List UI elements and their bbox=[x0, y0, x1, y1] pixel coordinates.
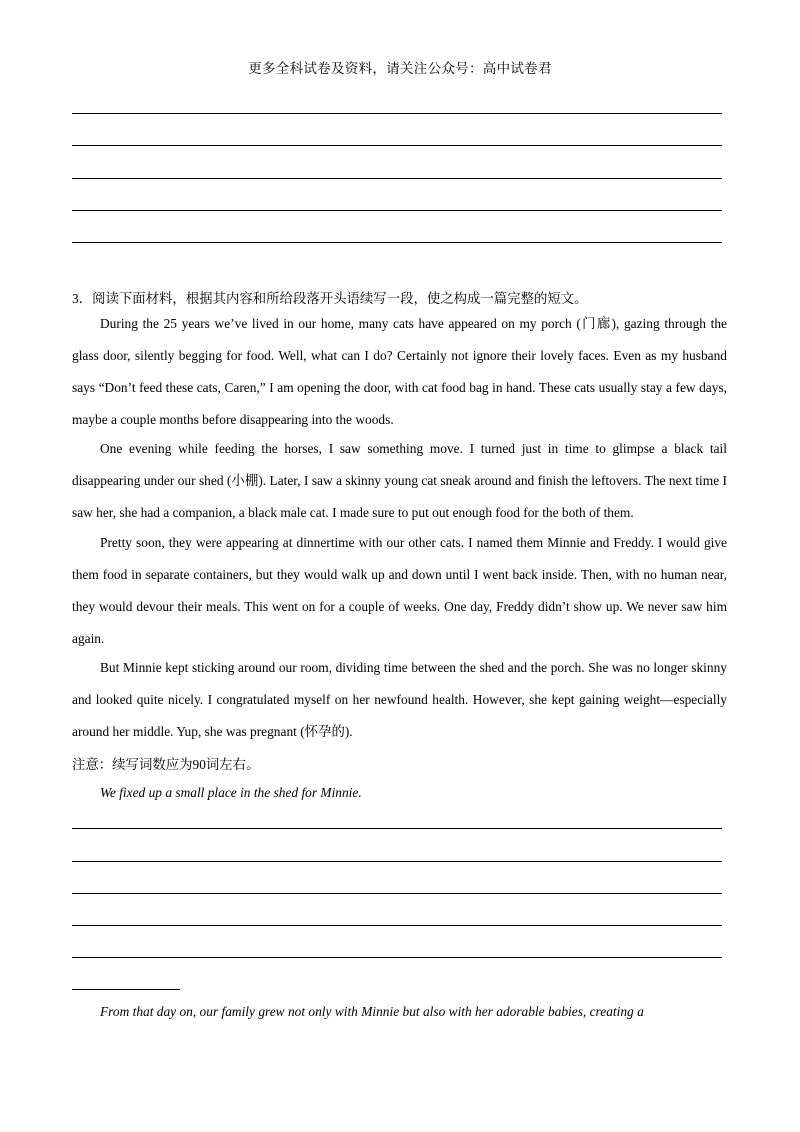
word-count-note: 注意：续写词数应为90词左右。 bbox=[72, 757, 260, 772]
passage-paragraph-2: One evening while feeding the horses, I saw something move. I turned just in time to glimpse a black tail disappearing under our shed (小棚). Later, I saw a skinny young cat sneak around and finish the leftovers. The next time I saw her, she had a companion, a black male cat. I made sure to put out enough food for the both of them. bbox=[72, 441, 727, 520]
paragraph-starter-2: From that day on, our family grew not only with Minnie but also with her adorable babies, creating a bbox=[100, 1004, 644, 1019]
passage-paragraph-4: But Minnie kept sticking around our room, dividing time between the shed and the porch. She was no longer skinny and looked quite nicely. I congratulated myself on her newfound health. However, she kept gaining weight—especially around her middle. Yup, she was pregnant (怀孕的). bbox=[72, 660, 727, 739]
answer-line bbox=[72, 957, 722, 958]
passage-paragraph-1: During the 25 years we’ve lived in our home, many cats have appeared on my porch (门廊), gazing through the glass door, silently begging for food. Well, what can I do? Certainly not ignore their lovely faces. Even as my husband says “Don’t feed these cats, Caren,” I am opening the door, with cat food bag in hand. These cats usually stay a few days, maybe a couple months before disappearing into the woods. bbox=[72, 316, 727, 427]
answer-line bbox=[72, 113, 722, 114]
question-title: 3．阅读下面材料，根据其内容和所给段落开头语续写一段，使之构成一篇完整的短文。 bbox=[72, 291, 588, 306]
answer-line bbox=[72, 242, 722, 243]
answer-line bbox=[72, 861, 722, 862]
answer-line bbox=[72, 925, 722, 926]
answer-line bbox=[72, 210, 722, 211]
page-header: 更多全科试卷及资料，请关注公众号：高中试卷君 bbox=[248, 61, 552, 76]
passage-paragraph-3: Pretty soon, they were appearing at dinnertime with our other cats. I named them Minnie and Freddy. I would give them food in separate containers, but they would walk up and down until I went back inside. Then, with no human near, they would devour their meals. This went on for a couple of weeks. One day, Freddy didn’t show up. We never saw him again. bbox=[72, 535, 727, 646]
answer-line-short bbox=[72, 989, 180, 990]
answer-line bbox=[72, 145, 722, 146]
paragraph-starter-1: We fixed up a small place in the shed for Minnie. bbox=[100, 785, 362, 800]
answer-line bbox=[72, 828, 722, 829]
answer-line bbox=[72, 178, 722, 179]
answer-line bbox=[72, 893, 722, 894]
